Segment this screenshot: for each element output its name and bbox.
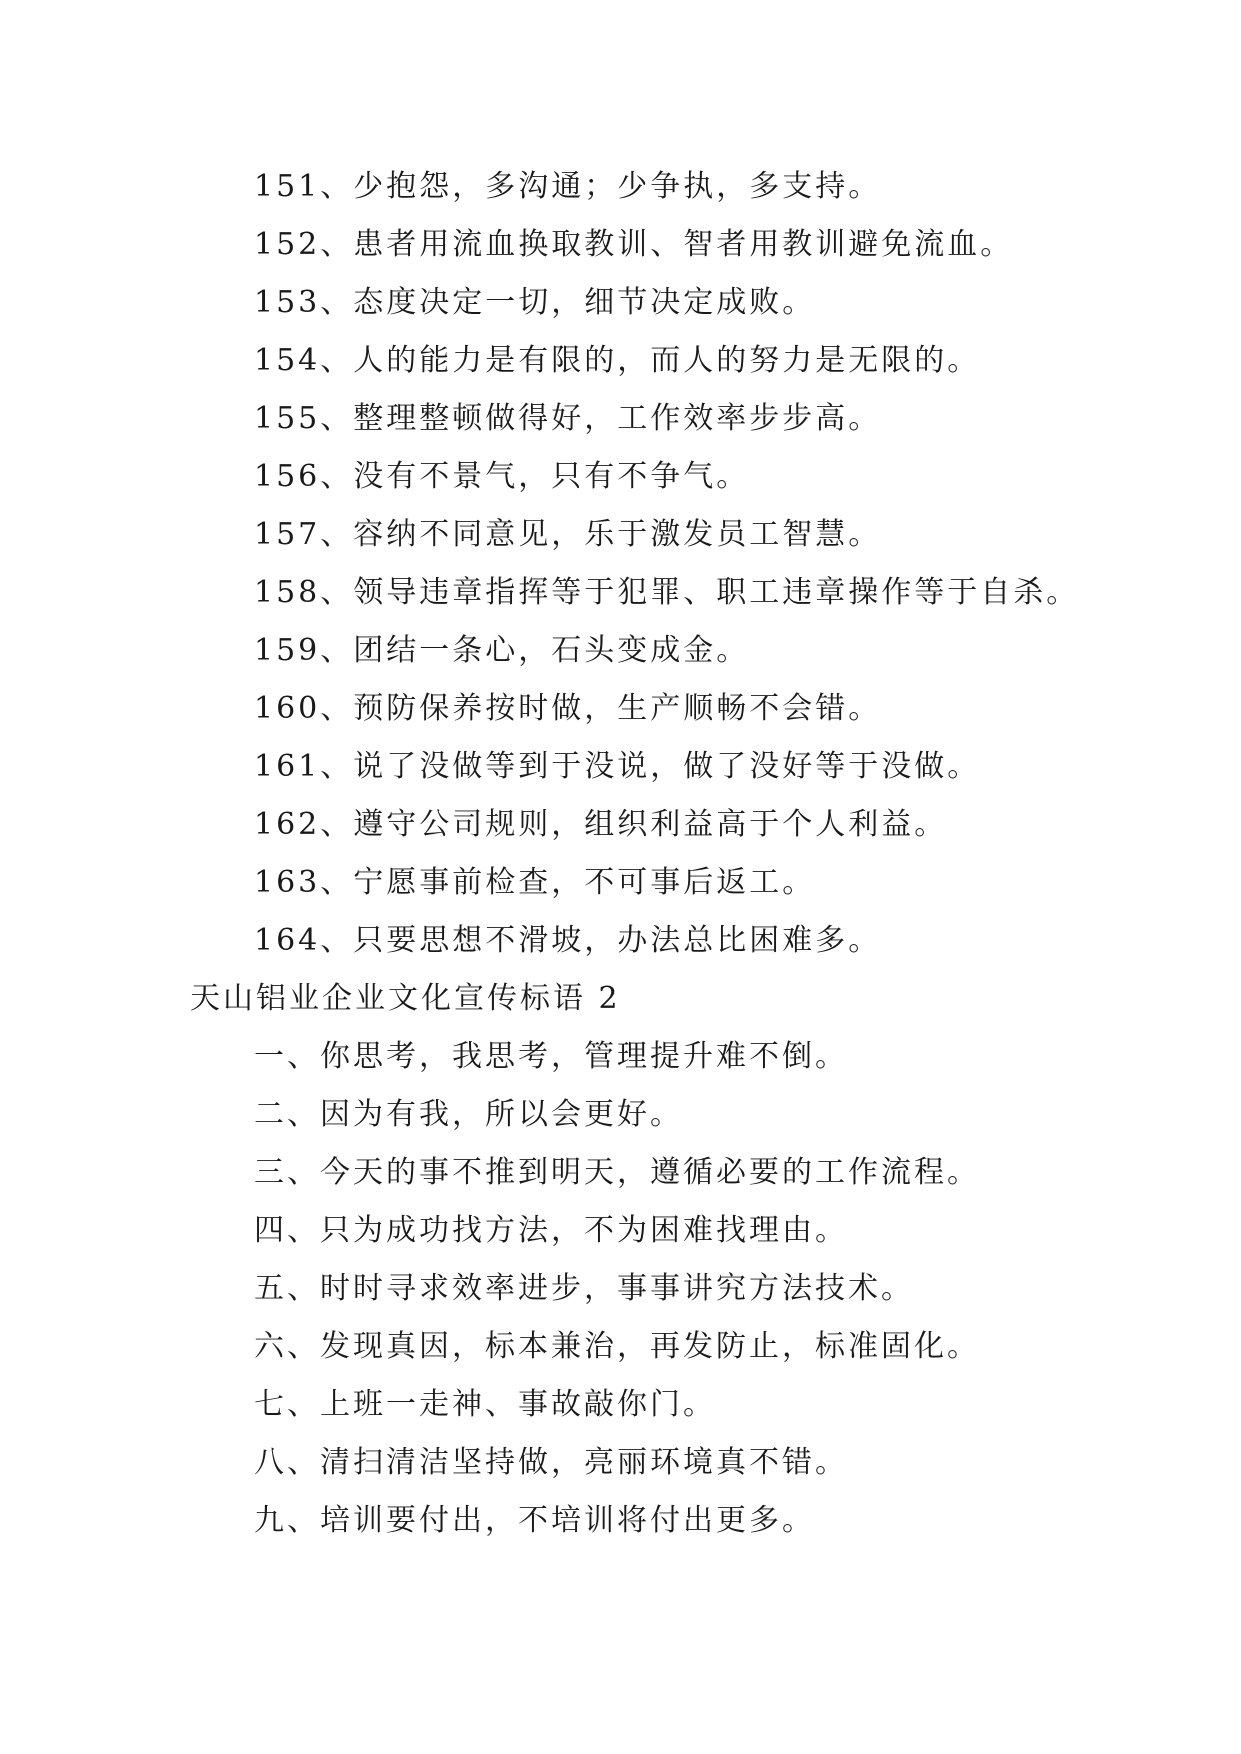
slogan-line-156: 156、没有不景气，只有不争气。 <box>254 459 750 494</box>
slogan-line-1: 一、你思考，我思考，管理提升难不倒。 <box>254 1039 848 1074</box>
slogan-line-4: 四、只为成功找方法，不为困难找理由。 <box>254 1213 848 1248</box>
document-body <box>190 158 1190 1550</box>
slogan-line-3: 三、今天的事不推到明天，遵循必要的工作流程。 <box>254 1155 980 1190</box>
slogan-line-162: 162、遵守公司规则，组织利益高于个人利益。 <box>254 807 948 842</box>
slogan-line-161: 161、说了没做等到于没说，做了没好等于没做。 <box>254 749 981 784</box>
section-title: 天山铝业企业文化宣传标语 2 <box>190 981 621 1016</box>
slogan-line-9: 九、培训要付出，不培训将付出更多。 <box>254 1503 815 1538</box>
slogan-line-160: 160、预防保养按时做，生产顺畅不会错。 <box>254 691 882 726</box>
slogan-line-158: 158、领导违章指挥等于犯罪、职工违章操作等于自杀。 <box>254 575 1080 610</box>
slogan-line-154: 154、人的能力是有限的，而人的努力是无限的。 <box>254 343 981 378</box>
slogan-line-7: 七、上班一走神、事故敲你门。 <box>254 1387 716 1422</box>
slogan-line-163: 163、宁愿事前检查，不可事后返工。 <box>254 865 816 900</box>
slogan-line-6: 六、发现真因，标本兼治，再发防止，标准固化。 <box>254 1329 980 1364</box>
slogan-line-155: 155、整理整顿做得好，工作效率步步高。 <box>254 401 882 436</box>
slogan-line-2: 二、因为有我，所以会更好。 <box>254 1097 683 1132</box>
slogan-line-151: 151、少抱怨，多沟通；少争执，多支持。 <box>254 169 882 204</box>
slogan-line-5: 五、时时寻求效率进步，事事讲究方法技术。 <box>254 1271 914 1306</box>
slogan-line-157: 157、容纳不同意见，乐于激发员工智慧。 <box>254 517 882 552</box>
slogan-line-152: 152、患者用流血换取教训、智者用教训避免流血。 <box>254 227 1014 262</box>
slogan-line-159: 159、团结一条心，石头变成金。 <box>254 633 750 668</box>
slogan-line-8: 八、清扫清洁坚持做，亮丽环境真不错。 <box>254 1445 848 1480</box>
slogan-line-164: 164、只要思想不滑坡，办法总比困难多。 <box>254 923 882 958</box>
slogan-line-153: 153、态度决定一切，细节决定成败。 <box>254 285 816 320</box>
